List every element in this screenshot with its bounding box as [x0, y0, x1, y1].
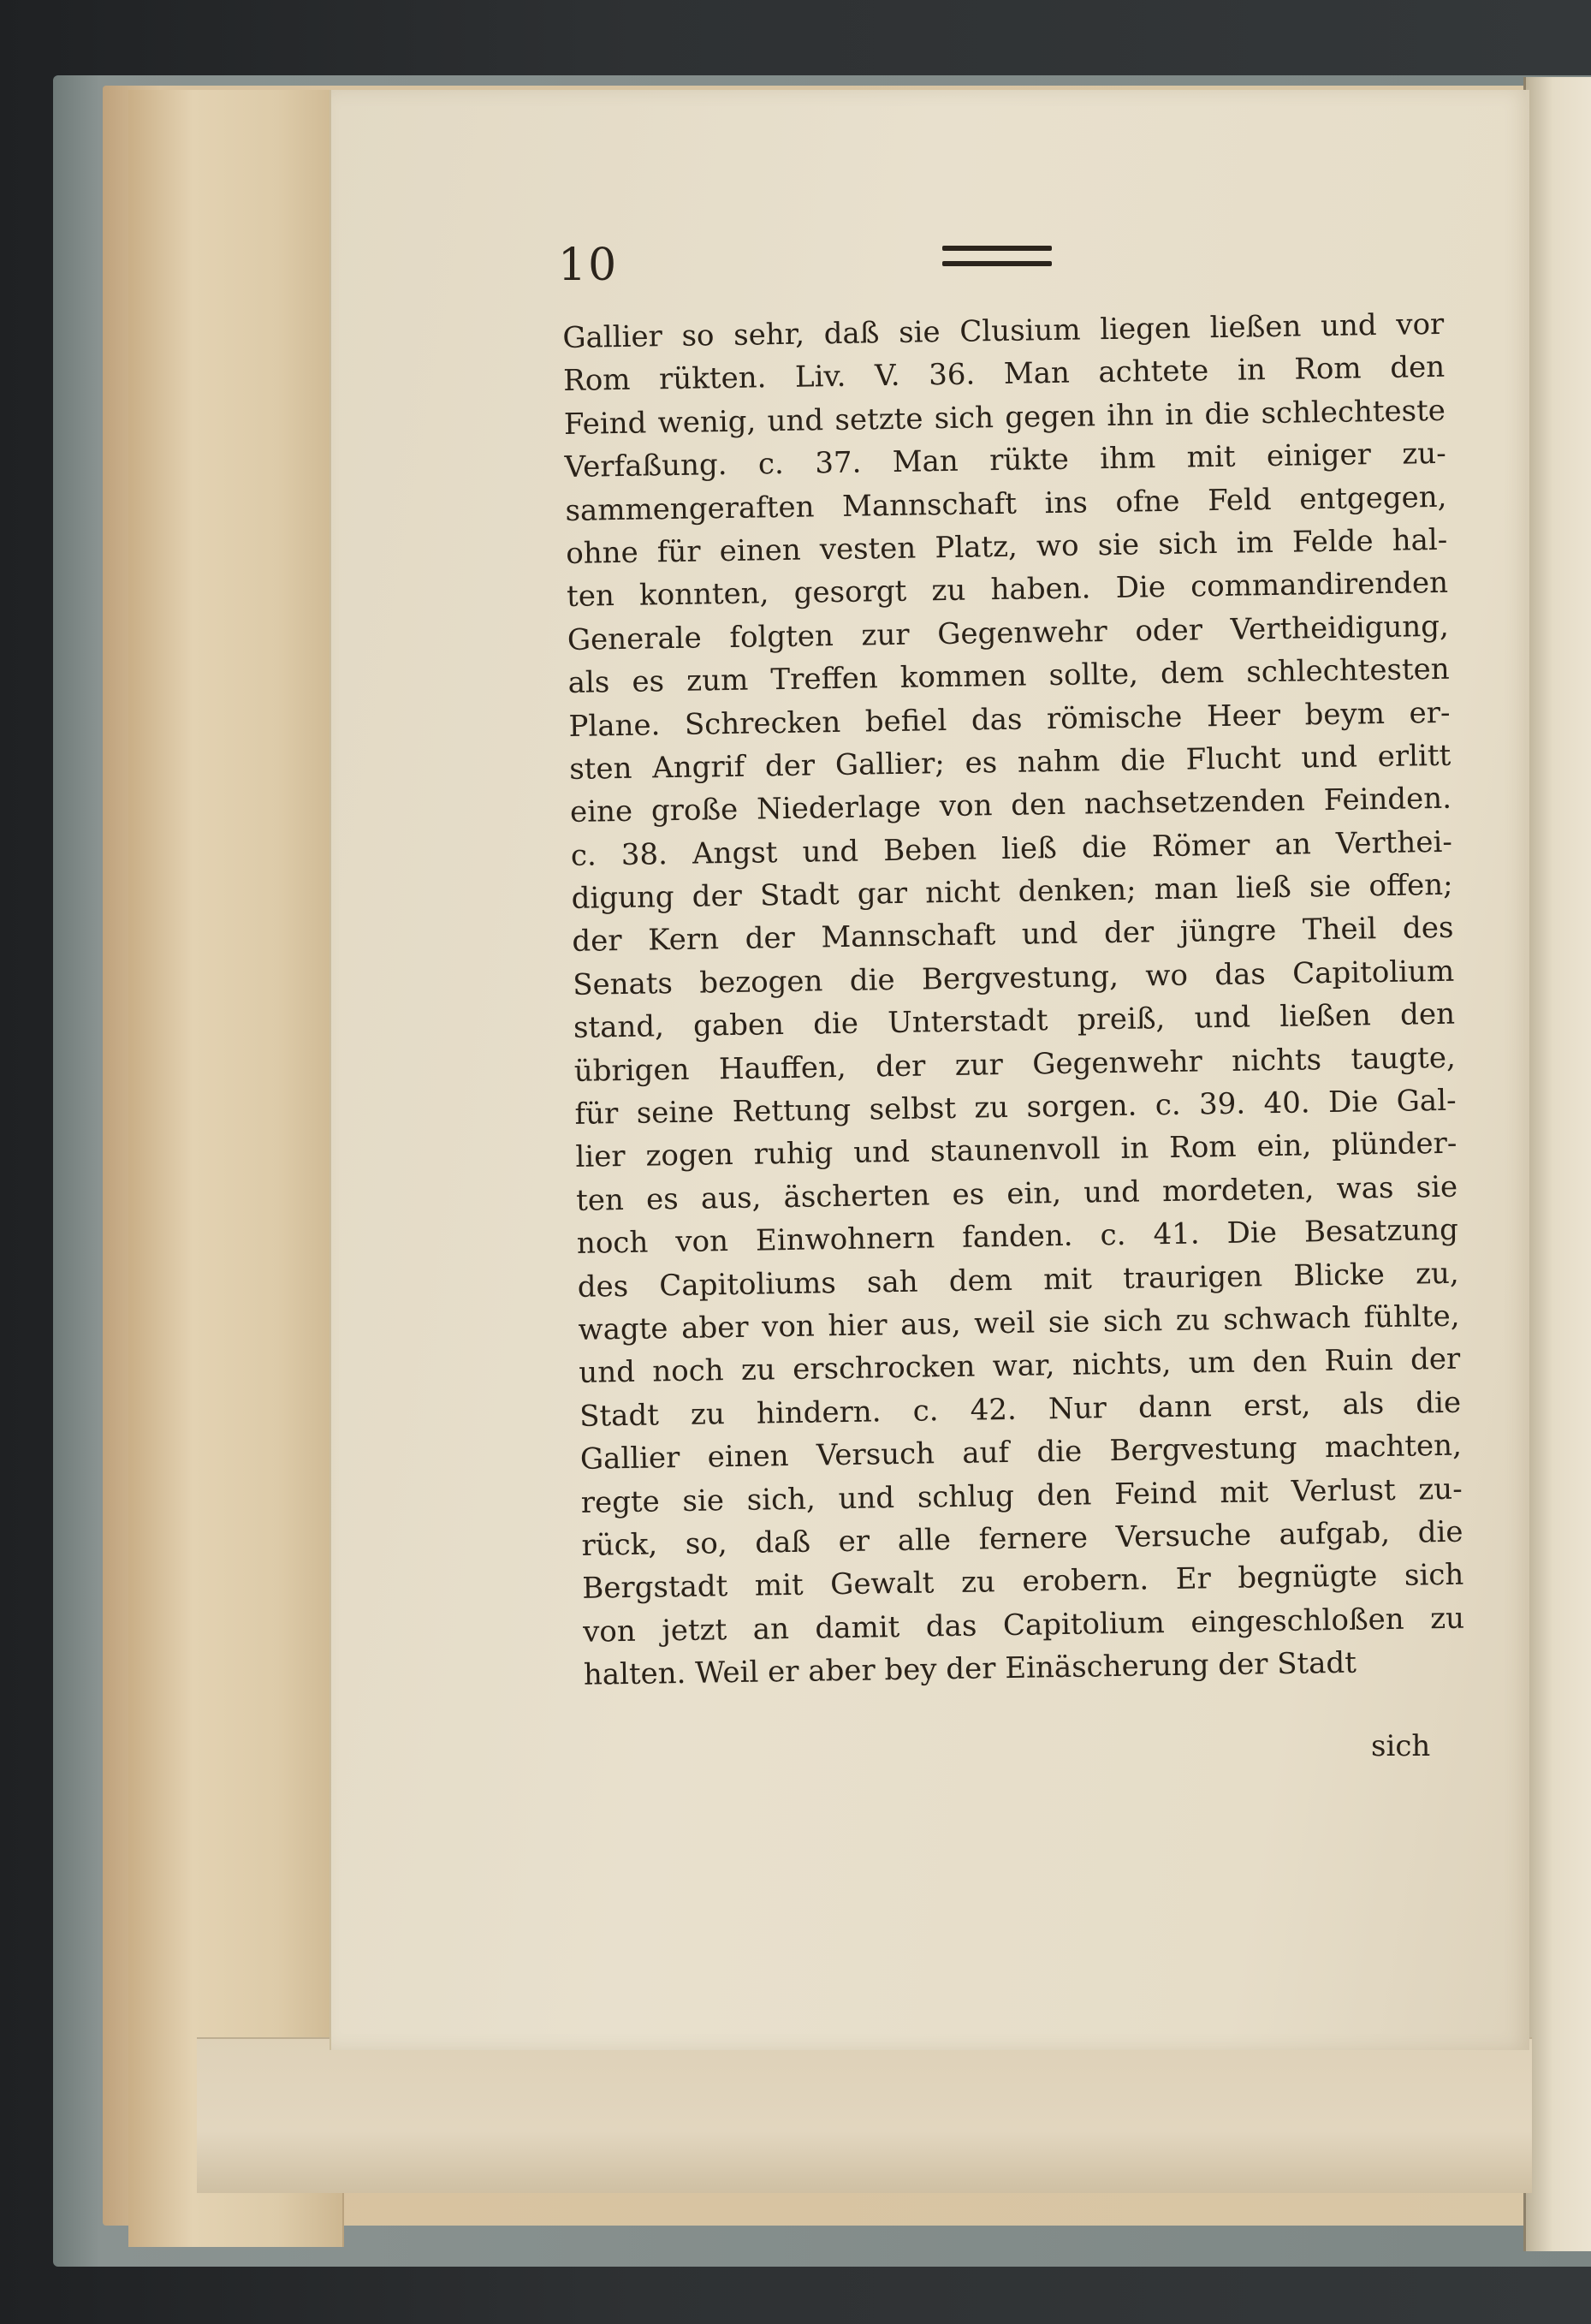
text-line: Rom rükten. Liv. V. 36. Man achtete in Rom den: [562, 350, 1446, 399]
text-line: der Kern der Mannschaft und der jüngre Theil des: [572, 911, 1454, 960]
text-line: ohne für einen vesten Platz, wo sie sich im Felde hal-: [566, 522, 1448, 571]
header-double-rule: [942, 242, 1052, 276]
catchword: sich: [1371, 1729, 1431, 1763]
underlying-leaf: [197, 2037, 1532, 2193]
text-line: Gallier so sehr, daß sie Clusium liegen ließen und vor: [562, 306, 1445, 355]
text-line: ten konnten, gesorgt zu haben. Die commandirenden: [566, 566, 1449, 615]
text-line: eine große Niederlage von den nachsetzenden Feinden.: [569, 782, 1452, 830]
text-line: rück, so, daß er alle fernere Versuche aufgab, die: [581, 1514, 1463, 1563]
header-rule-top: [942, 246, 1052, 251]
text-line: noch von Einwohnern fanden. c. 41. Die Besatzung: [576, 1212, 1459, 1262]
text-line: digung der Stadt gar nicht denken; man ließ sie offen;: [571, 867, 1453, 916]
text-line: stand, gaben die Unterstadt preiß, und ließen den: [573, 996, 1456, 1046]
text-line: Gallier einen Versuch auf die Bergvestung machten,: [579, 1428, 1463, 1477]
text-line: Bergstadt mit Gewalt zu erobern. Er begnügte sich: [582, 1557, 1464, 1607]
text-line: übrigen Hauffen, der zur Gegenwehr nichts taugte,: [573, 1040, 1457, 1089]
text-line: Stadt zu hindern. c. 42. Nur dann erst, als die: [579, 1385, 1462, 1434]
text-line: sammengeraften Mannschaft ins ofne Feld entgegen,: [565, 479, 1447, 528]
text-line: lier zogen ruhig und staunenvoll in Rom ein, plünder-: [575, 1126, 1457, 1175]
text-line: regte sie sich, und schlug den Feind mit Verlust zu-: [580, 1471, 1463, 1520]
text-line: und noch zu erschrocken war, nichts, um den Ruin der: [579, 1342, 1461, 1391]
facing-page-edge: [1523, 77, 1591, 2251]
text-line: Verfaßung. c. 37. Man rükte ihm mit einiger zu-: [564, 436, 1446, 485]
text-line: wagte aber von hier aus, weil sie sich zu schwach fühlte,: [578, 1299, 1460, 1347]
text-line: Plane. Schrecken befiel das römische Heer beym er-: [568, 695, 1451, 744]
left-leaves: [128, 90, 344, 2247]
text-line: ten es aus, äscherten es ein, und mordeten, was sie: [575, 1169, 1458, 1218]
text-line: für seine Rettung selbst zu sorgen. c. 39. 40. Die Gal-: [574, 1083, 1457, 1132]
body-text: [562, 303, 1465, 1697]
text-line: halten. Weil er aber bey der Einäscherung der Stadt: [583, 1645, 1357, 1692]
page-number: 10: [558, 240, 619, 291]
text-line: Senats bezogen die Bergvestung, wo das Capitolium: [572, 954, 1455, 1002]
text-line: sten Angrif der Gallier; es nahm die Flucht und erlitt: [568, 738, 1451, 787]
text-line: Feind wenig, und setzte sich gegen ihn in die schlechteste: [563, 393, 1446, 442]
text-line: als es zum Treffen kommen sollte, dem schlechtesten: [567, 651, 1450, 701]
text-line: des Capitoliums sah dem mit traurigen Blicke zu,: [577, 1256, 1459, 1305]
text-line: c. 38. Angst und Beben ließ die Römer an Verthei-: [570, 824, 1453, 873]
header-rule-bottom: [942, 261, 1052, 266]
text-line: von jetzt an damit das Capitolium eingeschloßen zu: [582, 1601, 1465, 1649]
book-page: [329, 90, 1529, 2050]
text-line: Generale folgten zur Gegenwehr oder Vertheidigung,: [567, 609, 1450, 657]
